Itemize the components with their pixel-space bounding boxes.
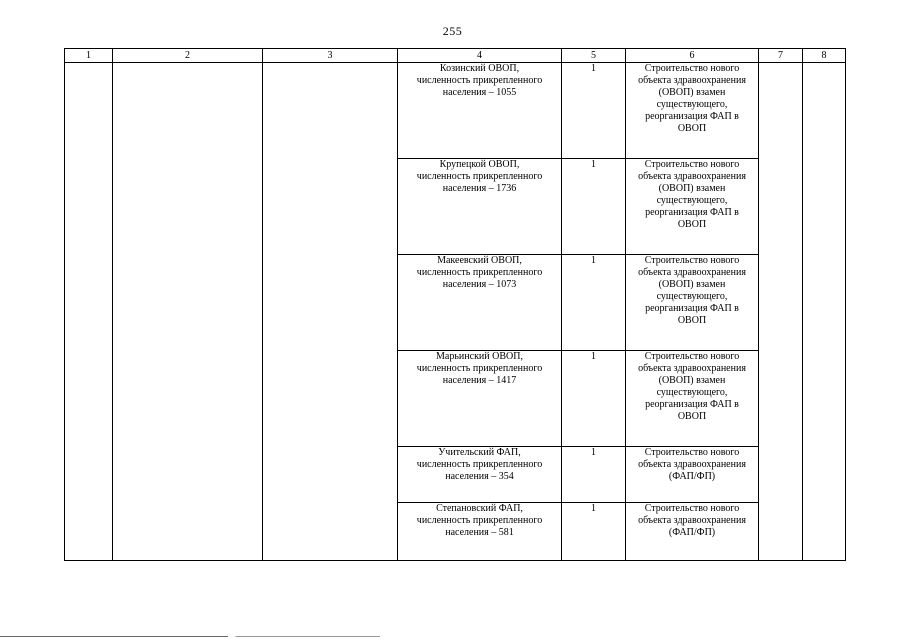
action-line: (ОВОП) взамен — [658, 87, 726, 98]
action-line: существующего, — [656, 387, 728, 398]
column-header-1: 1 — [65, 49, 113, 63]
action-cell — [626, 63, 759, 159]
column-1-cell — [65, 63, 113, 561]
facility-name: Степановский ФАП, — [436, 503, 523, 514]
quantity-cell — [562, 447, 626, 503]
quantity-cell — [562, 255, 626, 351]
action-line: существующего, — [656, 291, 728, 302]
header-row — [65, 49, 846, 63]
action-line: реорганизация ФАП в — [645, 111, 739, 122]
facility-name-cell — [398, 63, 562, 159]
action-line: Строительство нового — [644, 159, 740, 170]
action-line: ОВОП — [677, 315, 707, 326]
action-line: объекта здравоохранения — [638, 171, 746, 182]
facility-name: Козинский ОВОП, — [439, 63, 520, 74]
column-header-6: 6 — [626, 49, 759, 63]
action-line: Строительство нового — [644, 63, 740, 74]
facility-name-cell — [398, 351, 562, 447]
column-7-cell — [759, 63, 803, 561]
facilities-table — [64, 48, 846, 561]
facility-name-cell — [398, 447, 562, 503]
action-line: (ОВОП) взамен — [658, 279, 726, 290]
column-header-2: 2 — [113, 49, 263, 63]
action-line: ОВОП — [677, 123, 707, 134]
facility-name: Макеевский ОВОП, — [437, 255, 522, 266]
facility-name: Учительский ФАП, — [438, 447, 521, 458]
facility-name: Крупецкой ОВОП, — [439, 159, 520, 170]
action-cell — [626, 447, 759, 503]
population-label: численность прикрепленного — [416, 459, 543, 470]
facility-name-cell — [398, 255, 562, 351]
action-line: (ФАП/ФП) — [668, 471, 716, 482]
action-line: (ОВОП) взамен — [658, 183, 726, 194]
population-value: населения – 1055 — [442, 87, 517, 98]
action-cell — [626, 351, 759, 447]
population-label: численность прикрепленного — [416, 75, 543, 86]
action-line: (ОВОП) взамен — [658, 375, 726, 386]
quantity-cell — [562, 503, 626, 561]
action-line: существующего, — [656, 99, 728, 110]
column-header-7: 7 — [759, 49, 803, 63]
column-header-5: 5 — [562, 49, 626, 63]
column-header-8: 8 — [803, 49, 846, 63]
population-value: населения – 354 — [445, 471, 514, 482]
population-label: численность прикрепленного — [416, 363, 543, 374]
population-value: населения – 1736 — [442, 183, 517, 194]
action-line: объекта здравоохранения — [638, 363, 746, 374]
scan-artifact-line — [0, 636, 380, 637]
column-8-cell — [803, 63, 846, 561]
action-line: Строительство нового — [644, 351, 740, 362]
population-value: населения – 1073 — [442, 279, 517, 290]
population-value: населения – 581 — [445, 527, 514, 538]
quantity-value: 1 — [591, 503, 596, 514]
facility-name: Марьинский ОВОП, — [436, 351, 523, 362]
action-cell — [626, 255, 759, 351]
quantity-cell — [562, 351, 626, 447]
table-row — [65, 63, 846, 159]
quantity-cell — [562, 159, 626, 255]
quantity-value: 1 — [591, 159, 596, 170]
quantity-value: 1 — [591, 447, 596, 458]
column-header-3: 3 — [263, 49, 398, 63]
action-cell — [626, 503, 759, 561]
population-value: населения – 1417 — [442, 375, 517, 386]
action-line: объекта здравоохранения — [638, 267, 746, 278]
action-line: реорганизация ФАП в — [645, 399, 739, 410]
quantity-cell — [562, 63, 626, 159]
action-line: ОВОП — [677, 219, 707, 230]
action-line: существующего, — [656, 195, 728, 206]
quantity-value: 1 — [591, 63, 596, 74]
population-label: численность прикрепленного — [416, 515, 543, 526]
population-label: численность прикрепленного — [416, 267, 543, 278]
facility-name-cell — [398, 503, 562, 561]
action-line: Строительство нового — [644, 503, 740, 514]
quantity-value: 1 — [591, 351, 596, 362]
facility-name-cell — [398, 159, 562, 255]
action-line: объекта здравоохранения — [638, 75, 746, 86]
population-label: численность прикрепленного — [416, 171, 543, 182]
action-line: объекта здравоохранения — [638, 459, 746, 470]
column-header-4: 4 — [398, 49, 562, 63]
action-line: (ФАП/ФП) — [668, 527, 716, 538]
action-line: ОВОП — [677, 411, 707, 422]
action-line: Строительство нового — [644, 447, 740, 458]
action-line: реорганизация ФАП в — [645, 207, 739, 218]
page-number: 255 — [442, 24, 463, 38]
column-3-cell — [263, 63, 398, 561]
action-line: Строительство нового — [644, 255, 740, 266]
action-cell — [626, 159, 759, 255]
action-line: объекта здравоохранения — [638, 515, 746, 526]
quantity-value: 1 — [591, 255, 596, 266]
action-line: реорганизация ФАП в — [645, 303, 739, 314]
column-2-cell — [113, 63, 263, 561]
